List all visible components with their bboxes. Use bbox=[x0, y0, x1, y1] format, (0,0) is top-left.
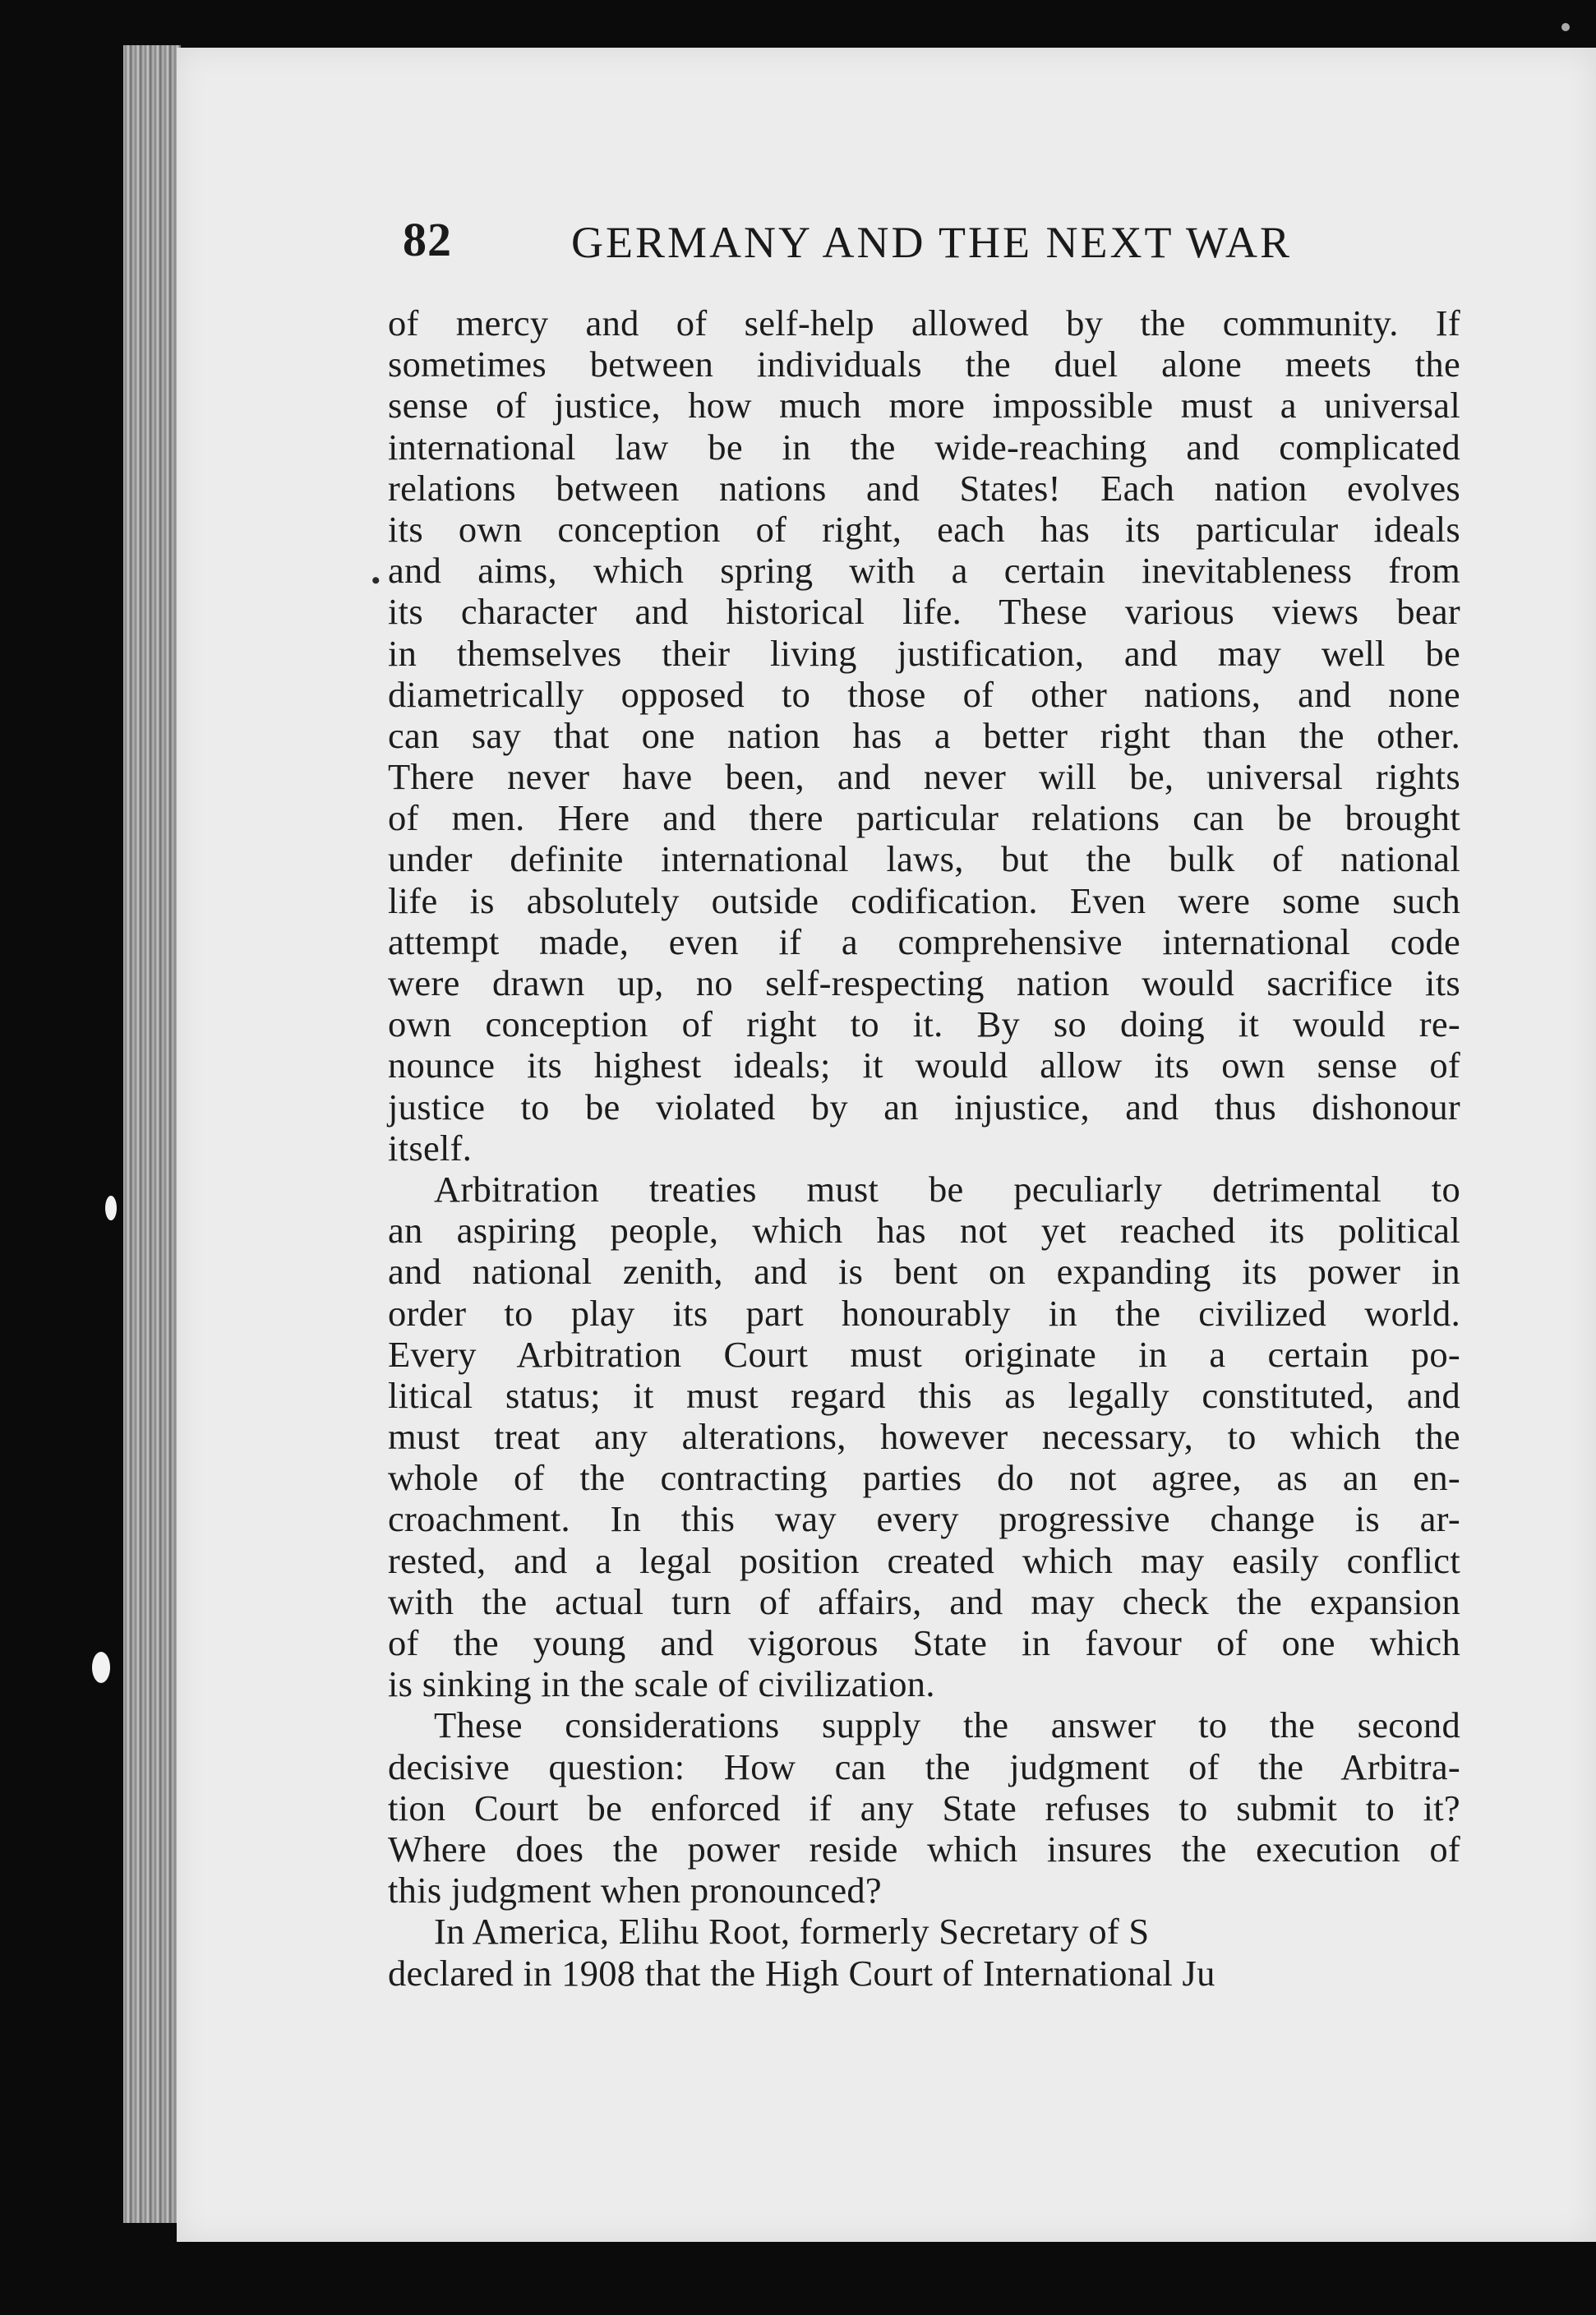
text-line: of the young and vigorous State in favour of one which bbox=[388, 1622, 1460, 1663]
text-line: diametrically opposed to those of other nations, and none bbox=[388, 673, 1460, 715]
text-line: tion Court be enforced if any State refuses to submit to it? bbox=[388, 1787, 1460, 1828]
running-head bbox=[403, 212, 1307, 278]
text-line: Every Arbitration Court must originate in a certain po- bbox=[388, 1333, 1460, 1375]
text-line: and aims, which spring with a certain inevitableness from bbox=[388, 550, 1460, 592]
text-line: relations between nations and States! Each nation evolves bbox=[388, 467, 1460, 509]
text-line: its character and historical life. These various views bear bbox=[388, 591, 1460, 633]
running-title: GERMANY AND THE NEXT WAR bbox=[571, 218, 1293, 267]
paragraph-1 bbox=[388, 302, 1460, 1169]
text-line: life is absolutely outside codification. Even were some such bbox=[388, 879, 1460, 921]
text-line: of mercy and of self-help allowed by the community. If bbox=[388, 302, 1460, 344]
paragraph-3 bbox=[388, 1704, 1460, 1911]
text-line: of men. Here and there particular relations can be brought bbox=[388, 797, 1460, 839]
text-line: can say that one nation has a better right than the other. bbox=[388, 714, 1460, 756]
text-line: declared in 1908 that the High Court of International Ju bbox=[388, 1952, 1215, 1994]
text-line: and national zenith, and is bent on expanding its power in bbox=[388, 1251, 1460, 1293]
text-line: with the actual turn of affairs, and may check the expansion bbox=[388, 1580, 1460, 1622]
text-line: There never have been, and never will be, universal rights bbox=[388, 756, 1460, 798]
text-line: whole of the contracting parties do not agree, as an en- bbox=[388, 1457, 1460, 1499]
text-line: this judgment when pronounced? bbox=[388, 1870, 882, 1911]
text-line: order to play its part honourably in the civilized world. bbox=[388, 1292, 1460, 1334]
text-line: international law be in the wide-reaching and complicated bbox=[388, 426, 1460, 468]
text-line: an aspiring people, which has not yet reached its political bbox=[388, 1210, 1460, 1252]
text-line: under definite international laws, but the bulk of national bbox=[388, 838, 1460, 880]
margin-dot-mark: • bbox=[371, 567, 381, 594]
scan-speck bbox=[1561, 23, 1570, 31]
text-line: justice to be violated by an injustice, and thus dishonour bbox=[388, 1086, 1460, 1128]
text-line: its own conception of right, each has its particular ideals bbox=[388, 508, 1460, 550]
text-line: In America, Elihu Root, formerly Secretary of S bbox=[434, 1911, 1150, 1953]
body-text bbox=[388, 302, 1460, 1994]
scanned-book-gutter bbox=[123, 45, 181, 2223]
scan-speck bbox=[105, 1196, 117, 1220]
text-line: in themselves their living justification, and may well be bbox=[388, 632, 1460, 674]
text-line: These considerations supply the answer to the second bbox=[434, 1704, 1460, 1746]
text-line: is sinking in the scale of civilization. bbox=[388, 1663, 935, 1705]
text-line: were drawn up, no self-respecting nation would sacrifice its bbox=[388, 962, 1460, 1003]
text-line: sense of justice, how much more impossible must a universal bbox=[388, 385, 1460, 427]
paragraph-4 bbox=[388, 1911, 1460, 1993]
paragraph-2 bbox=[388, 1169, 1460, 1704]
text-line: decisive question: How can the judgment of the Arbitra- bbox=[388, 1745, 1460, 1787]
text-line: own conception of right to it. By so doing it would re- bbox=[388, 1003, 1460, 1045]
text-line: nounce its highest ideals; it would allow its own sense of bbox=[388, 1045, 1460, 1086]
text-line: Where does the power reside which insures the execution of bbox=[388, 1828, 1460, 1870]
text-line: itself. bbox=[388, 1127, 473, 1169]
text-line: sometimes between individuals the duel alone meets the bbox=[388, 344, 1460, 385]
page-number: 82 bbox=[403, 213, 452, 266]
text-line: attempt made, even if a comprehensive international code bbox=[388, 920, 1460, 962]
text-line: Arbitration treaties must be peculiarly detrimental to bbox=[434, 1168, 1460, 1210]
text-line: must treat any alterations, however necessary, to which the bbox=[388, 1416, 1460, 1458]
scan-speck bbox=[92, 1652, 110, 1683]
text-line: rested, and a legal position created which may easily conflict bbox=[388, 1539, 1460, 1581]
text-line: croachment. In this way every progressive change is ar- bbox=[388, 1498, 1460, 1540]
text-line: litical status; it must regard this as legally constituted, and bbox=[388, 1374, 1460, 1416]
